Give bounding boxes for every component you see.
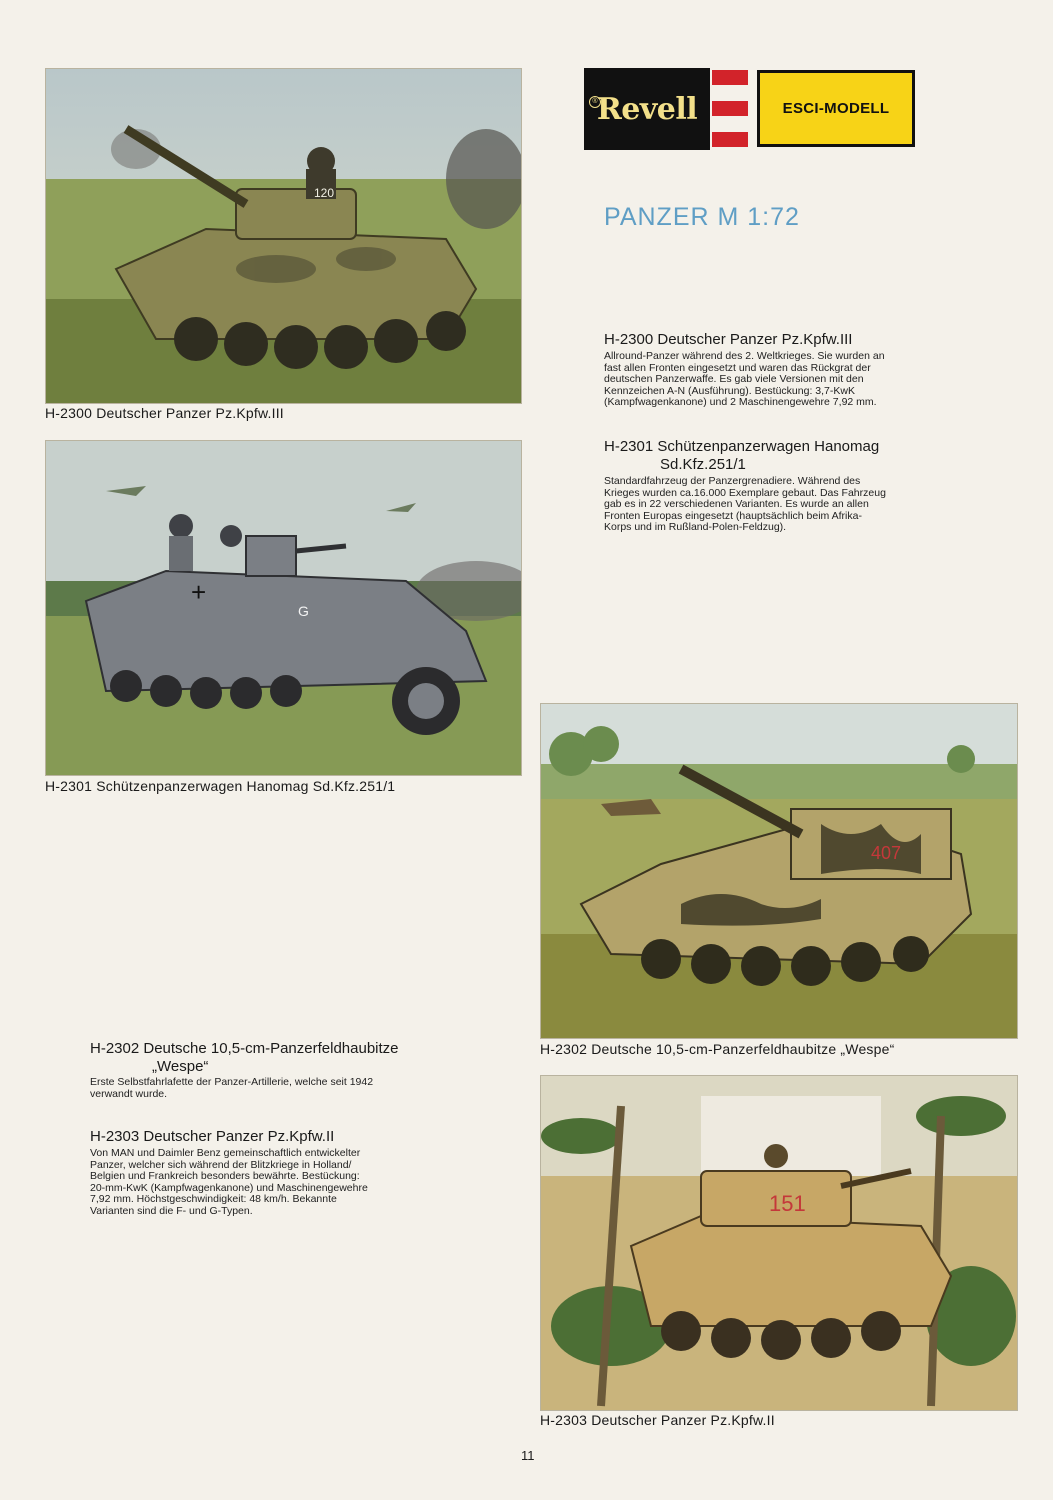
svg-text:+: + (191, 577, 207, 607)
page-title: PANZER M 1:72 (604, 203, 800, 231)
stripe-icon (712, 70, 748, 85)
desc-heading-h2300: H-2300 Deutscher Panzer Pz.Kpfw.III (604, 331, 853, 348)
painting-marking: 120 (314, 186, 335, 200)
desc-heading-h2303: H-2303 Deutscher Panzer Pz.Kpfw.II (90, 1128, 335, 1145)
painting-wespe (540, 703, 1018, 1039)
revell-logo (584, 68, 710, 150)
desc-line: deutschen Panzerwaffe. Es gab viele Versionen mit den (604, 373, 864, 385)
desc-line: verwandt wurde. (90, 1087, 168, 1100)
desc-line: Von MAN und Daimler Benz gemeinschaftlich entwickelter (90, 1147, 361, 1159)
esci-logo (757, 70, 915, 147)
desc-line: Allround-Panzer während des 2. Weltkrieges. Sie wurden an (604, 350, 885, 362)
desc-line: gab es in 22 verschiedenen Varianten. Es wurde an allen (604, 498, 869, 510)
desc-line: 20-mm-KwK (Kampfwagenkanone) und Maschinengewehre (90, 1181, 368, 1194)
esci-logo-text: ESCI-MODELL (782, 100, 890, 117)
desc-text-h2301 (604, 476, 886, 534)
desc-line: Kennzeichen A-N (Ausführung). Bestückung: 3,7-KwK (604, 384, 855, 397)
painting-panzer-iii (45, 68, 522, 404)
desc-line: Krieges wurden ca.16.000 Exemplare gebaut. Das Fahrzeug (604, 486, 886, 499)
desc-line: Erste Selbstfahrlafette der Panzer-Artillerie, welche seit 1942 (90, 1076, 374, 1088)
desc-text-h2302 (90, 1077, 373, 1100)
desc-line: Korps und im Rußland-Polen-Feldzug). (604, 521, 787, 533)
revell-logo-text: Revell (596, 91, 698, 127)
caption-h2303: H-2303 Deutscher Panzer Pz.Kpfw.II (540, 1412, 775, 1428)
desc-line: Panzer, welcher sich während der Blitzkriege in Holland/ (90, 1158, 352, 1171)
registered-icon: ® (589, 96, 601, 108)
desc-line: fast allen Fronten eingesetzt und waren das Rückgrat der (604, 361, 871, 374)
desc-text-h2300 (604, 351, 885, 409)
desc-line: 7,92 mm. Höchstgeschwindigkeit: 48 km/h. Bekannte (90, 1193, 337, 1205)
desc-line: Varianten sind die F- und G-Typen. (90, 1204, 253, 1217)
desc-heading-h2302-line2: „Wespe“ (152, 1058, 209, 1075)
desc-heading-h2301: H-2301 Schützenpanzerwagen Hanomag (604, 438, 880, 455)
stripe-icon (712, 132, 748, 147)
caption-h2301: H-2301 Schützenpanzerwagen Hanomag Sd.Kfz.251/1 (45, 778, 396, 794)
desc-heading-h2302: H-2302 Deutsche 10,5-cm-Panzerfeldhaubitze (90, 1040, 399, 1057)
painting-hanomag (45, 440, 522, 776)
caption-h2302: H-2302 Deutsche 10,5-cm-Panzerfeldhaubitze „Wespe“ (540, 1041, 895, 1057)
painting-marking: G (298, 603, 309, 619)
stripe-icon (712, 101, 748, 116)
desc-line: Belgien und Frankreich besonders bewährte. Bestückung: (90, 1170, 360, 1182)
page-number: 11 (521, 1448, 535, 1463)
desc-line: Standardfahrzeug der Panzergrenadiere. Während des (604, 475, 861, 487)
desc-heading-h2301-line2: Sd.Kfz.251/1 (660, 456, 746, 473)
caption-h2300: H-2300 Deutscher Panzer Pz.Kpfw.III (45, 405, 284, 421)
desc-line: Fronten Europas eingesetzt (hauptsächlich beim Afrika- (604, 509, 862, 522)
desc-text-h2303 (90, 1148, 368, 1217)
painting-panzer-ii (540, 1075, 1018, 1411)
painting-marking: 151 (769, 1191, 806, 1216)
painting-marking: 407 (871, 843, 902, 863)
desc-line: (Kampfwagenkanone) und 2 Maschinengewehre 7,92 mm. (604, 396, 877, 408)
